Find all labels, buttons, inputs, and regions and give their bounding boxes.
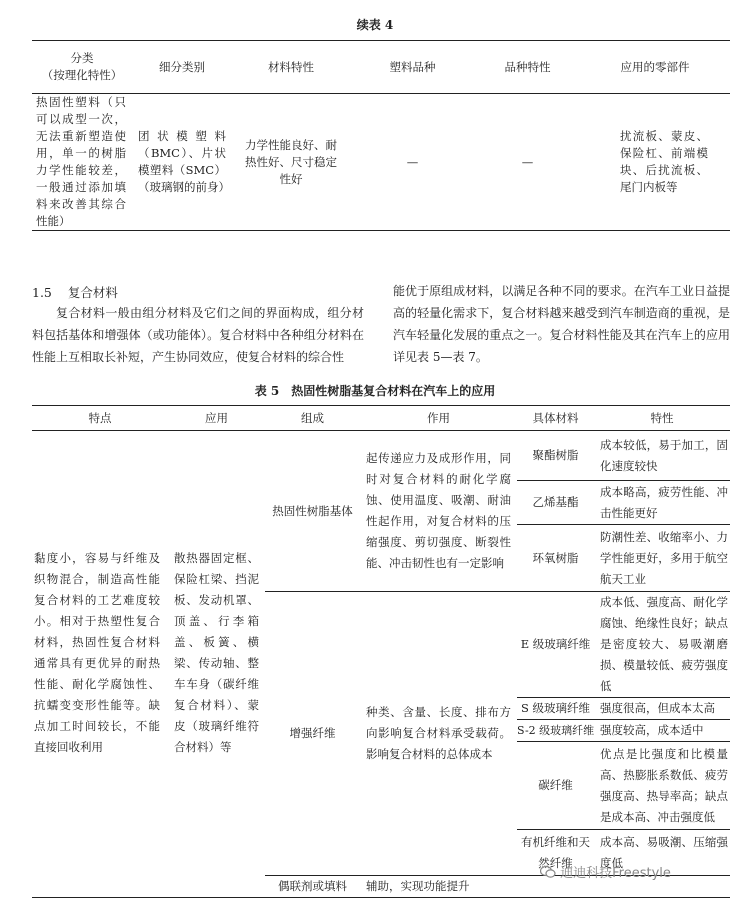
table5-header-application: 应用 (168, 406, 265, 431)
table4-cell-subcategory: 团状模塑料（BMC）、片状模塑料（SMC）（玻璃钢的前身） (132, 94, 232, 231)
table4-header-category: 分类 （按理化特性） (32, 41, 132, 94)
table4-header-plastic-type: 塑料品种 (350, 41, 475, 94)
table-row (32, 431, 730, 481)
table5-cell-property: 成本高、易吸潮、压缩强度低 (594, 830, 730, 876)
table5-cell-role-fiber: 种类、含量、长度、排布方向影响复合材料承受载荷。影响复合材料的总体成本 (360, 592, 517, 876)
table5-cell-composition-resin: 热固性树脂基体 (265, 431, 360, 592)
table5-cell-property: 优点是比强度和比模量高、热膨胀系数低、疲劳强度高、热导率高；缺点是成本高、冲击强度低 (594, 742, 730, 830)
table5-cell-material: 聚酯树脂 (517, 431, 594, 481)
section-heading-number: 1.5 (32, 285, 52, 300)
table4 (32, 40, 730, 231)
table5-cell-feature: 黏度小，容易与纤维及织物混合，制造高性能复合材料的工艺难度较小。相对于热塑性复合材料，热固性复合材料通常具有更优异的耐热性能、耐化学腐蚀性、抗蠕变变形性能等。缺点加工时间较长，不能直接回收利用 (32, 431, 168, 876)
section-paragraph-right: 能优于原组成材料，以满足各种不同的要求。在汽车工业日益提高的轻量化需求下，复合材料越来越受到汽车制造商的重视，是汽车轻量化发展的重点之一。复合材料性能及其在汽车上的应用详见表 5—表 7。 (393, 284, 730, 364)
table5-cell-property: 成本低、强度高、耐化学腐蚀、绝缘性良好；缺点是密度较大、易吸潮磨损、模量较低、疲劳强度低 (594, 592, 730, 698)
table4-row (32, 94, 730, 231)
table5-cell-composition-fiber: 增强纤维 (265, 592, 360, 876)
table5-cell-property: 强度很高，但成本太高 (594, 698, 730, 720)
table5-cell-material: E 级玻璃纤维 (517, 592, 594, 698)
table5-header-row (32, 406, 730, 431)
section-heading (32, 283, 118, 301)
table4-cell-parts: 扰流板、蒙皮、保险杠、前端模块、后扰流板、尾门内板等 (580, 94, 730, 231)
table5-cell-material: S 级玻璃纤维 (517, 698, 594, 720)
table4-header-subcategory: 细分类别 (132, 41, 232, 94)
table5-cell-material: S-2 级玻璃纤维 (517, 720, 594, 742)
table5-header-material: 具体材料 (517, 406, 594, 431)
table5-cell-property: 成本较低，易于加工，固化速度较快 (594, 431, 730, 481)
table5-cell-property: 成本略高，疲劳性能、冲击性能更好 (594, 481, 730, 525)
table4-header-row (32, 41, 730, 94)
table5-cell-application: 散热器固定框、保险杠梁、挡泥板、发动机罩、顶盖、行李箱盖、板簧、横梁、传动轴、整车车身（碳纤维复合材料）、蒙皮（玻璃纤维符合材料）等 (168, 431, 265, 876)
table4-header-type-property: 品种特性 (475, 41, 580, 94)
table5-cell-property: 强度较高，成本适中 (594, 720, 730, 742)
watermark-text: 迪迪科技Freestyle (560, 866, 671, 881)
table4-cell-type-property: — (475, 94, 580, 231)
table5-cell-material: 环氧树脂 (517, 525, 594, 592)
table5-header-role: 作用 (360, 406, 517, 431)
table5-cell-composition-coupling: 偶联剂或填料 (265, 876, 360, 898)
table5-header-property: 特性 (594, 406, 730, 431)
watermark (540, 862, 671, 881)
table5-cell-material: 碳纤维 (517, 742, 594, 830)
table5-cell-material: 乙烯基酯 (517, 481, 594, 525)
section-heading-title: 复合材料 (67, 285, 118, 300)
table5-header-feature: 特点 (32, 406, 168, 431)
section-paragraph-left: 复合材料一般由组分材料及它们之间的界面构成，组分材料包括基体和增强体（或功能体）。复合材料中各种组分材料在性能上互相取长补短，产生协同效应，使复合材料的综合性 (32, 306, 364, 364)
table4-cell-material-property: 力学性能良好、耐热性好、尺寸稳定性好 (232, 94, 350, 231)
table5-cell-role-resin: 起传递应力及成形作用，同时对复合材料的耐化学腐蚀、使用温度、吸潮、耐油性起作用，对复合材料的压缩强度、剪切强度、断裂性能、冲击韧性也有一定影响 (360, 431, 517, 592)
table5-cell-role-coupling: 辅助，实现功能提升 (360, 876, 730, 898)
table5-cell-material: 有机纤维和天然纤维 (517, 830, 594, 876)
table4-header-parts: 应用的零部件 (580, 41, 730, 94)
table5-caption: 表 5 热固性树脂基复合材料在汽车上的应用 (254, 384, 496, 398)
wechat-icon (540, 865, 556, 879)
table5 (32, 405, 730, 898)
table5-header-composition: 组成 (265, 406, 360, 431)
table4-cell-plastic-type: — (350, 94, 475, 231)
table5-cell-property: 防潮性差、收缩率小、力学性能更好，多用于航空航天工业 (594, 525, 730, 592)
table4-header-material-property: 材料特性 (232, 41, 350, 94)
table4-cell-category: 热固性塑料（只可以成型一次，无法重新塑造使用，单一的树脂力学性能较差，一般通过添加填料来改善其综合性能） (32, 94, 132, 231)
table4-caption: 续表 4 (356, 18, 394, 32)
